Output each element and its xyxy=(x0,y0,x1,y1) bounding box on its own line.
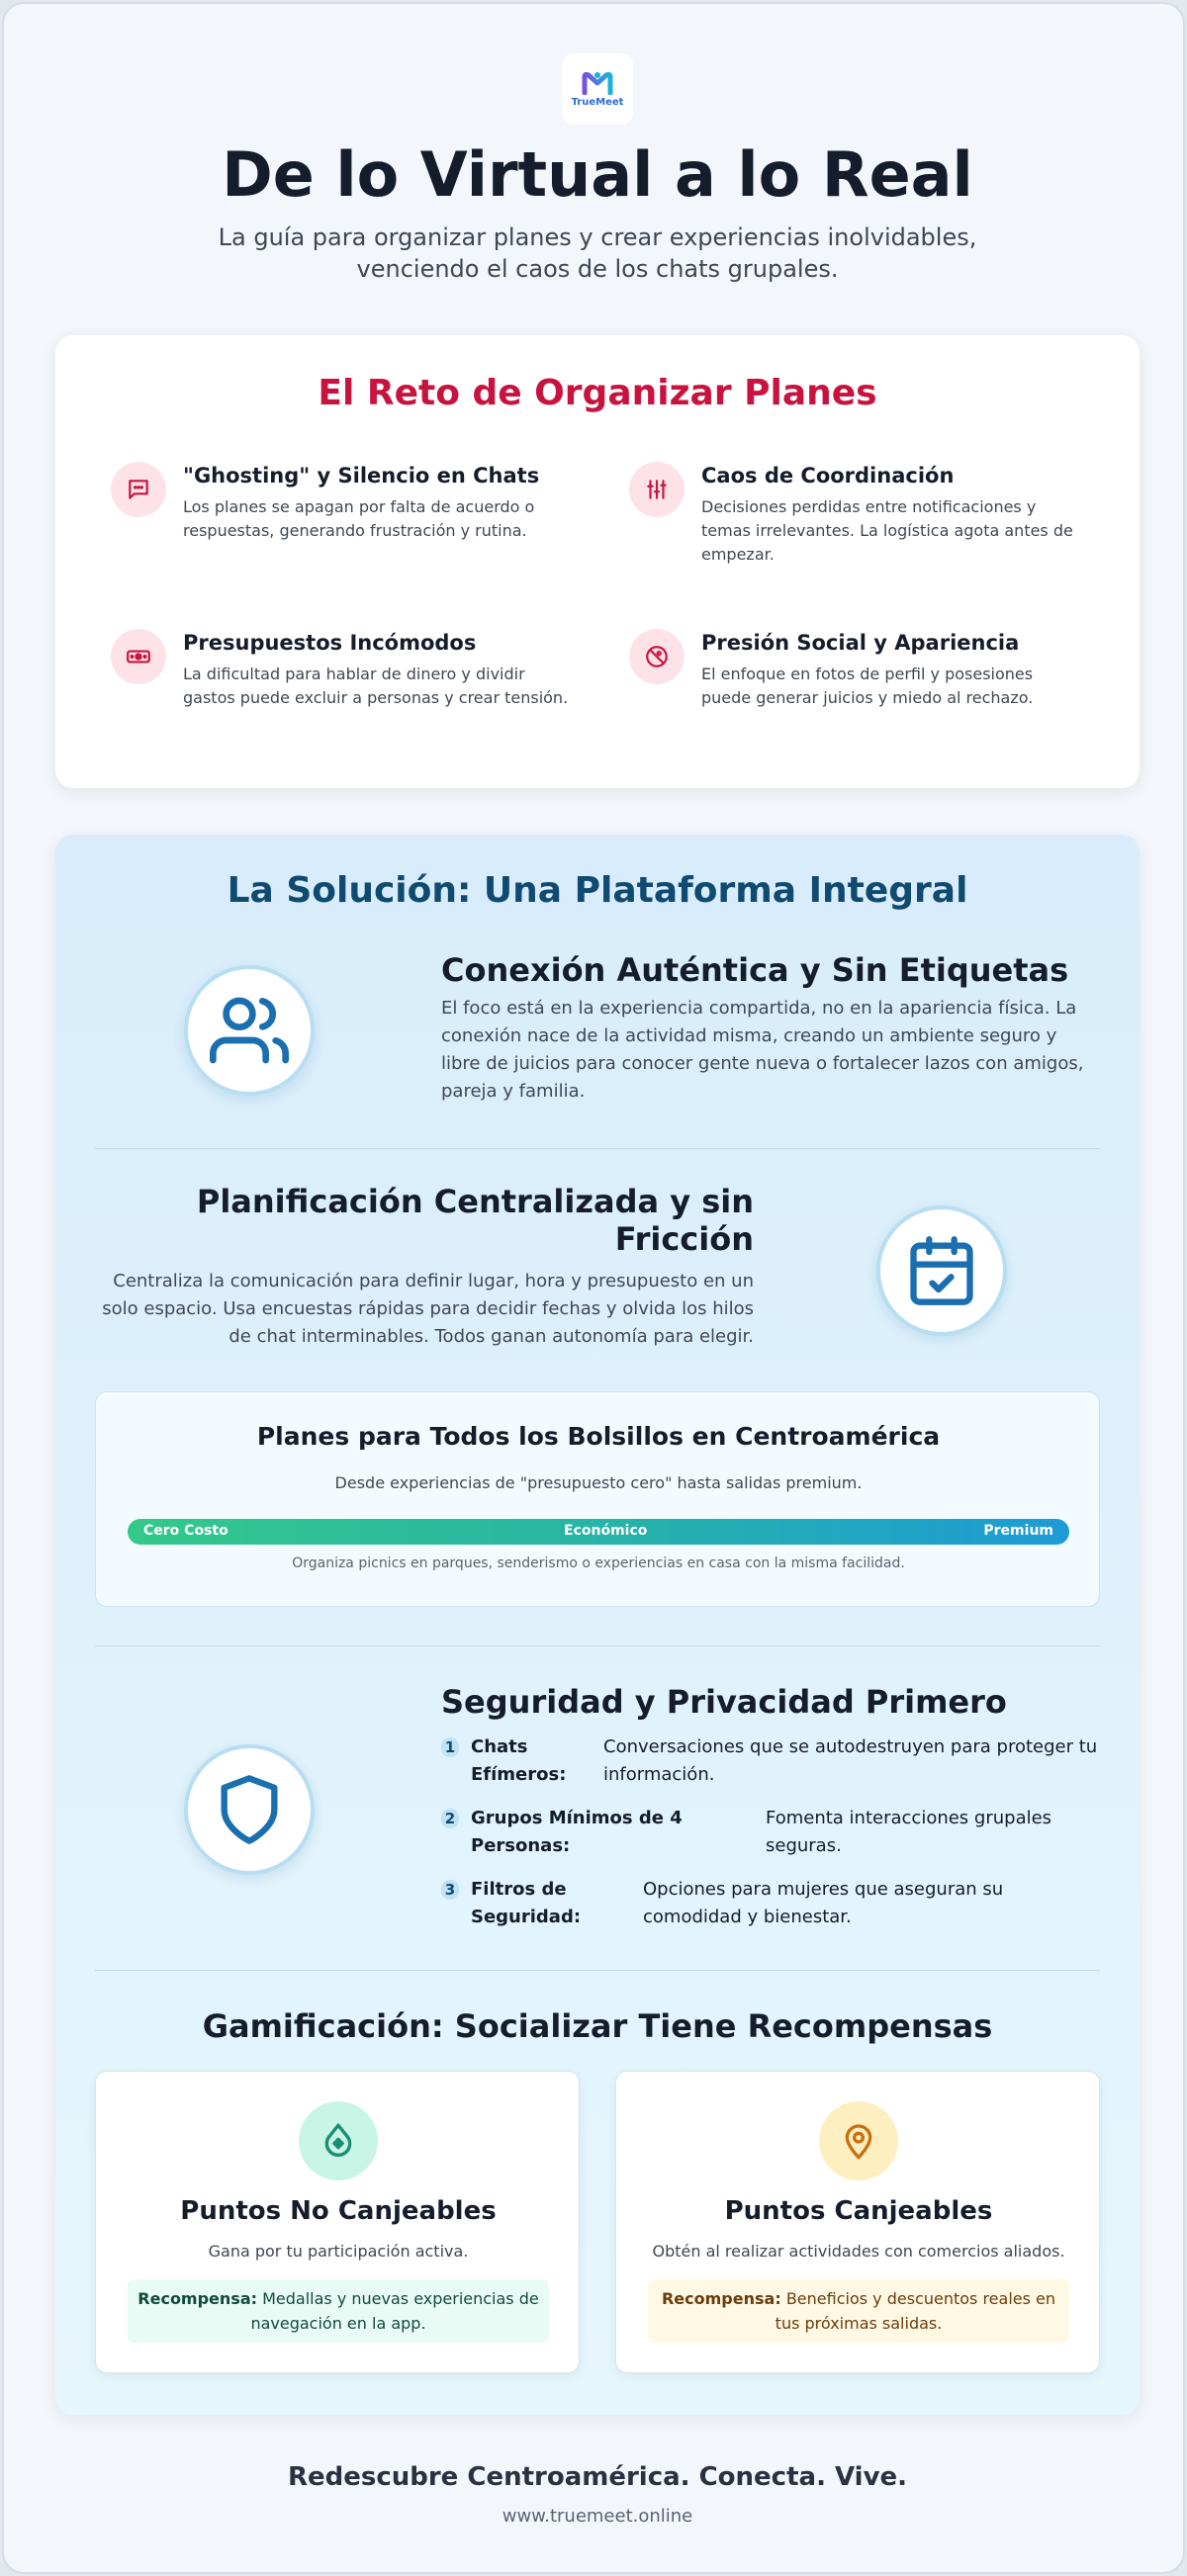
page-subtitle: La guía para organizar planes y crear experiencias inolvidables, venciendo el caos de los chats grupales. xyxy=(218,223,977,283)
security-item-text: Conversaciones que se autodestruyen para proteger tu información. xyxy=(603,1736,1098,1785)
list-number: 3 xyxy=(441,1880,459,1900)
money-icon xyxy=(111,629,166,684)
problem-title: Presupuestos Incómodos xyxy=(183,631,477,655)
budget-subtitle: Desde experiencias de "presupuesto cero" hasta salidas premium. xyxy=(334,1473,863,1492)
section-divider xyxy=(95,1970,1100,1971)
problem-title: "Ghosting" y Silencio en Chats xyxy=(183,464,540,488)
calendar-check-icon xyxy=(876,1205,1007,1336)
solution-panel xyxy=(55,835,1140,2415)
budget-level-zero: Cero Costo xyxy=(143,1523,228,1539)
problem-desc: Decisiones perdidas entre notificaciones y temas irrelevantes. La logística agota antes de empezar. xyxy=(701,497,1073,564)
connection-desc: El foco está en la experiencia compartida, no en la apariencia física. La conexión nace de la actividad misma, creando un ambiente seguro y libre de juicios para conocer gente nueva o fortalecer lazos con amigos, pareja y familia. xyxy=(441,998,1084,1102)
security-item-label: Chats Efímeros: xyxy=(471,1736,567,1785)
planning-title: Planificación Centralizada y sin Fricción xyxy=(196,1183,754,1258)
security-item-label: Grupos Mínimos de 4 Personas: xyxy=(471,1808,683,1856)
challenge-title: El Reto de Organizar Planes xyxy=(318,373,877,413)
page-title: De lo Virtual a lo Real xyxy=(222,138,973,211)
budget-box xyxy=(95,1391,1100,1607)
planning-desc: Centraliza la comunicación para definir lugar, hora y presupuesto en un solo espacio. Usa encuestas rápidas para decidir fechas y olvida los hilos de chat interminables. Todos ganan autonomía para elegir. xyxy=(102,1271,754,1347)
footer-url[interactable]: www.truemeet.online xyxy=(502,2506,693,2527)
security-item-label: Filtros de Seguridad: xyxy=(471,1879,582,1927)
budget-level-premium: Premium xyxy=(983,1523,1053,1539)
logo-text: TrueMeet xyxy=(571,96,624,108)
drop-icon xyxy=(299,2101,378,2180)
list-number: 2 xyxy=(441,1809,459,1828)
page xyxy=(2,2,1185,2574)
section-divider xyxy=(95,1148,1100,1149)
reward-label: Recompensa: xyxy=(137,2289,258,2308)
footer-tagline: Redescubre Centroamérica. Conecta. Vive. xyxy=(287,2462,908,2492)
reward-text: Beneficios y descuentos reales en tus próximas salidas. xyxy=(775,2289,1056,2333)
problem-desc: La dificultad para hablar de dinero y dividir gastos puede excluir a personas y crear tensión. xyxy=(183,665,569,707)
problem-title: Caos de Coordinación xyxy=(701,464,955,488)
problem-desc: El enfoque en fotos de perfil y posesiones puede generar juicios y miedo al rechazo. xyxy=(701,665,1034,707)
connection-title: Conexión Auténtica y Sin Etiquetas xyxy=(441,951,1069,989)
reward-box xyxy=(648,2279,1069,2343)
chat-icon xyxy=(111,462,166,517)
reward-label: Recompensa: xyxy=(661,2289,781,2308)
location-pin-icon xyxy=(819,2101,898,2180)
budget-range-bar xyxy=(128,1519,1069,1545)
card-title: Puntos Canjeables xyxy=(724,2196,993,2226)
budget-note: Organiza picnics en parques, senderismo o experiencias en casa con la misma facilidad. xyxy=(292,1555,905,1571)
card-title: Puntos No Canjeables xyxy=(180,2196,497,2226)
card-subtitle: Gana por tu participación activa. xyxy=(208,2242,469,2261)
no-image-icon xyxy=(629,629,685,684)
budget-title: Planes para Todos los Bolsillos en Centroamérica xyxy=(256,1422,941,1451)
reward-text: Medallas y nuevas experiencias de navegación en la app. xyxy=(250,2289,539,2333)
points-redeemable-card xyxy=(615,2071,1100,2373)
budget-level-economic: Económico xyxy=(564,1523,648,1539)
problem-desc: Los planes se apagan por falta de acuerdo o respuestas, generando frustración y rutina. xyxy=(183,497,535,540)
solution-title: La Solución: Una Plataforma Integral xyxy=(227,870,968,911)
users-icon xyxy=(184,965,315,1096)
security-title: Seguridad y Privacidad Primero xyxy=(441,1683,1007,1721)
security-item-text: Opciones para mujeres que aseguran su comodidad y bienestar. xyxy=(643,1879,1004,1927)
security-item-text: Fomenta interacciones grupales seguras. xyxy=(766,1808,1052,1856)
sliders-icon xyxy=(629,462,685,517)
logo-mark-icon xyxy=(581,71,614,95)
problem-title: Presión Social y Apariencia xyxy=(701,631,1020,655)
truemeet-logo xyxy=(562,53,633,125)
challenge-card xyxy=(55,335,1140,788)
reward-box xyxy=(128,2279,549,2343)
shield-icon xyxy=(184,1744,315,1875)
list-number: 1 xyxy=(441,1737,459,1757)
gamification-title: Gamificación: Socializar Tiene Recompensas xyxy=(202,2007,993,2045)
section-divider xyxy=(95,1645,1100,1646)
points-non-redeemable-card xyxy=(95,2071,580,2373)
card-subtitle: Obtén al realizar actividades con comercios aliados. xyxy=(652,2242,1065,2261)
